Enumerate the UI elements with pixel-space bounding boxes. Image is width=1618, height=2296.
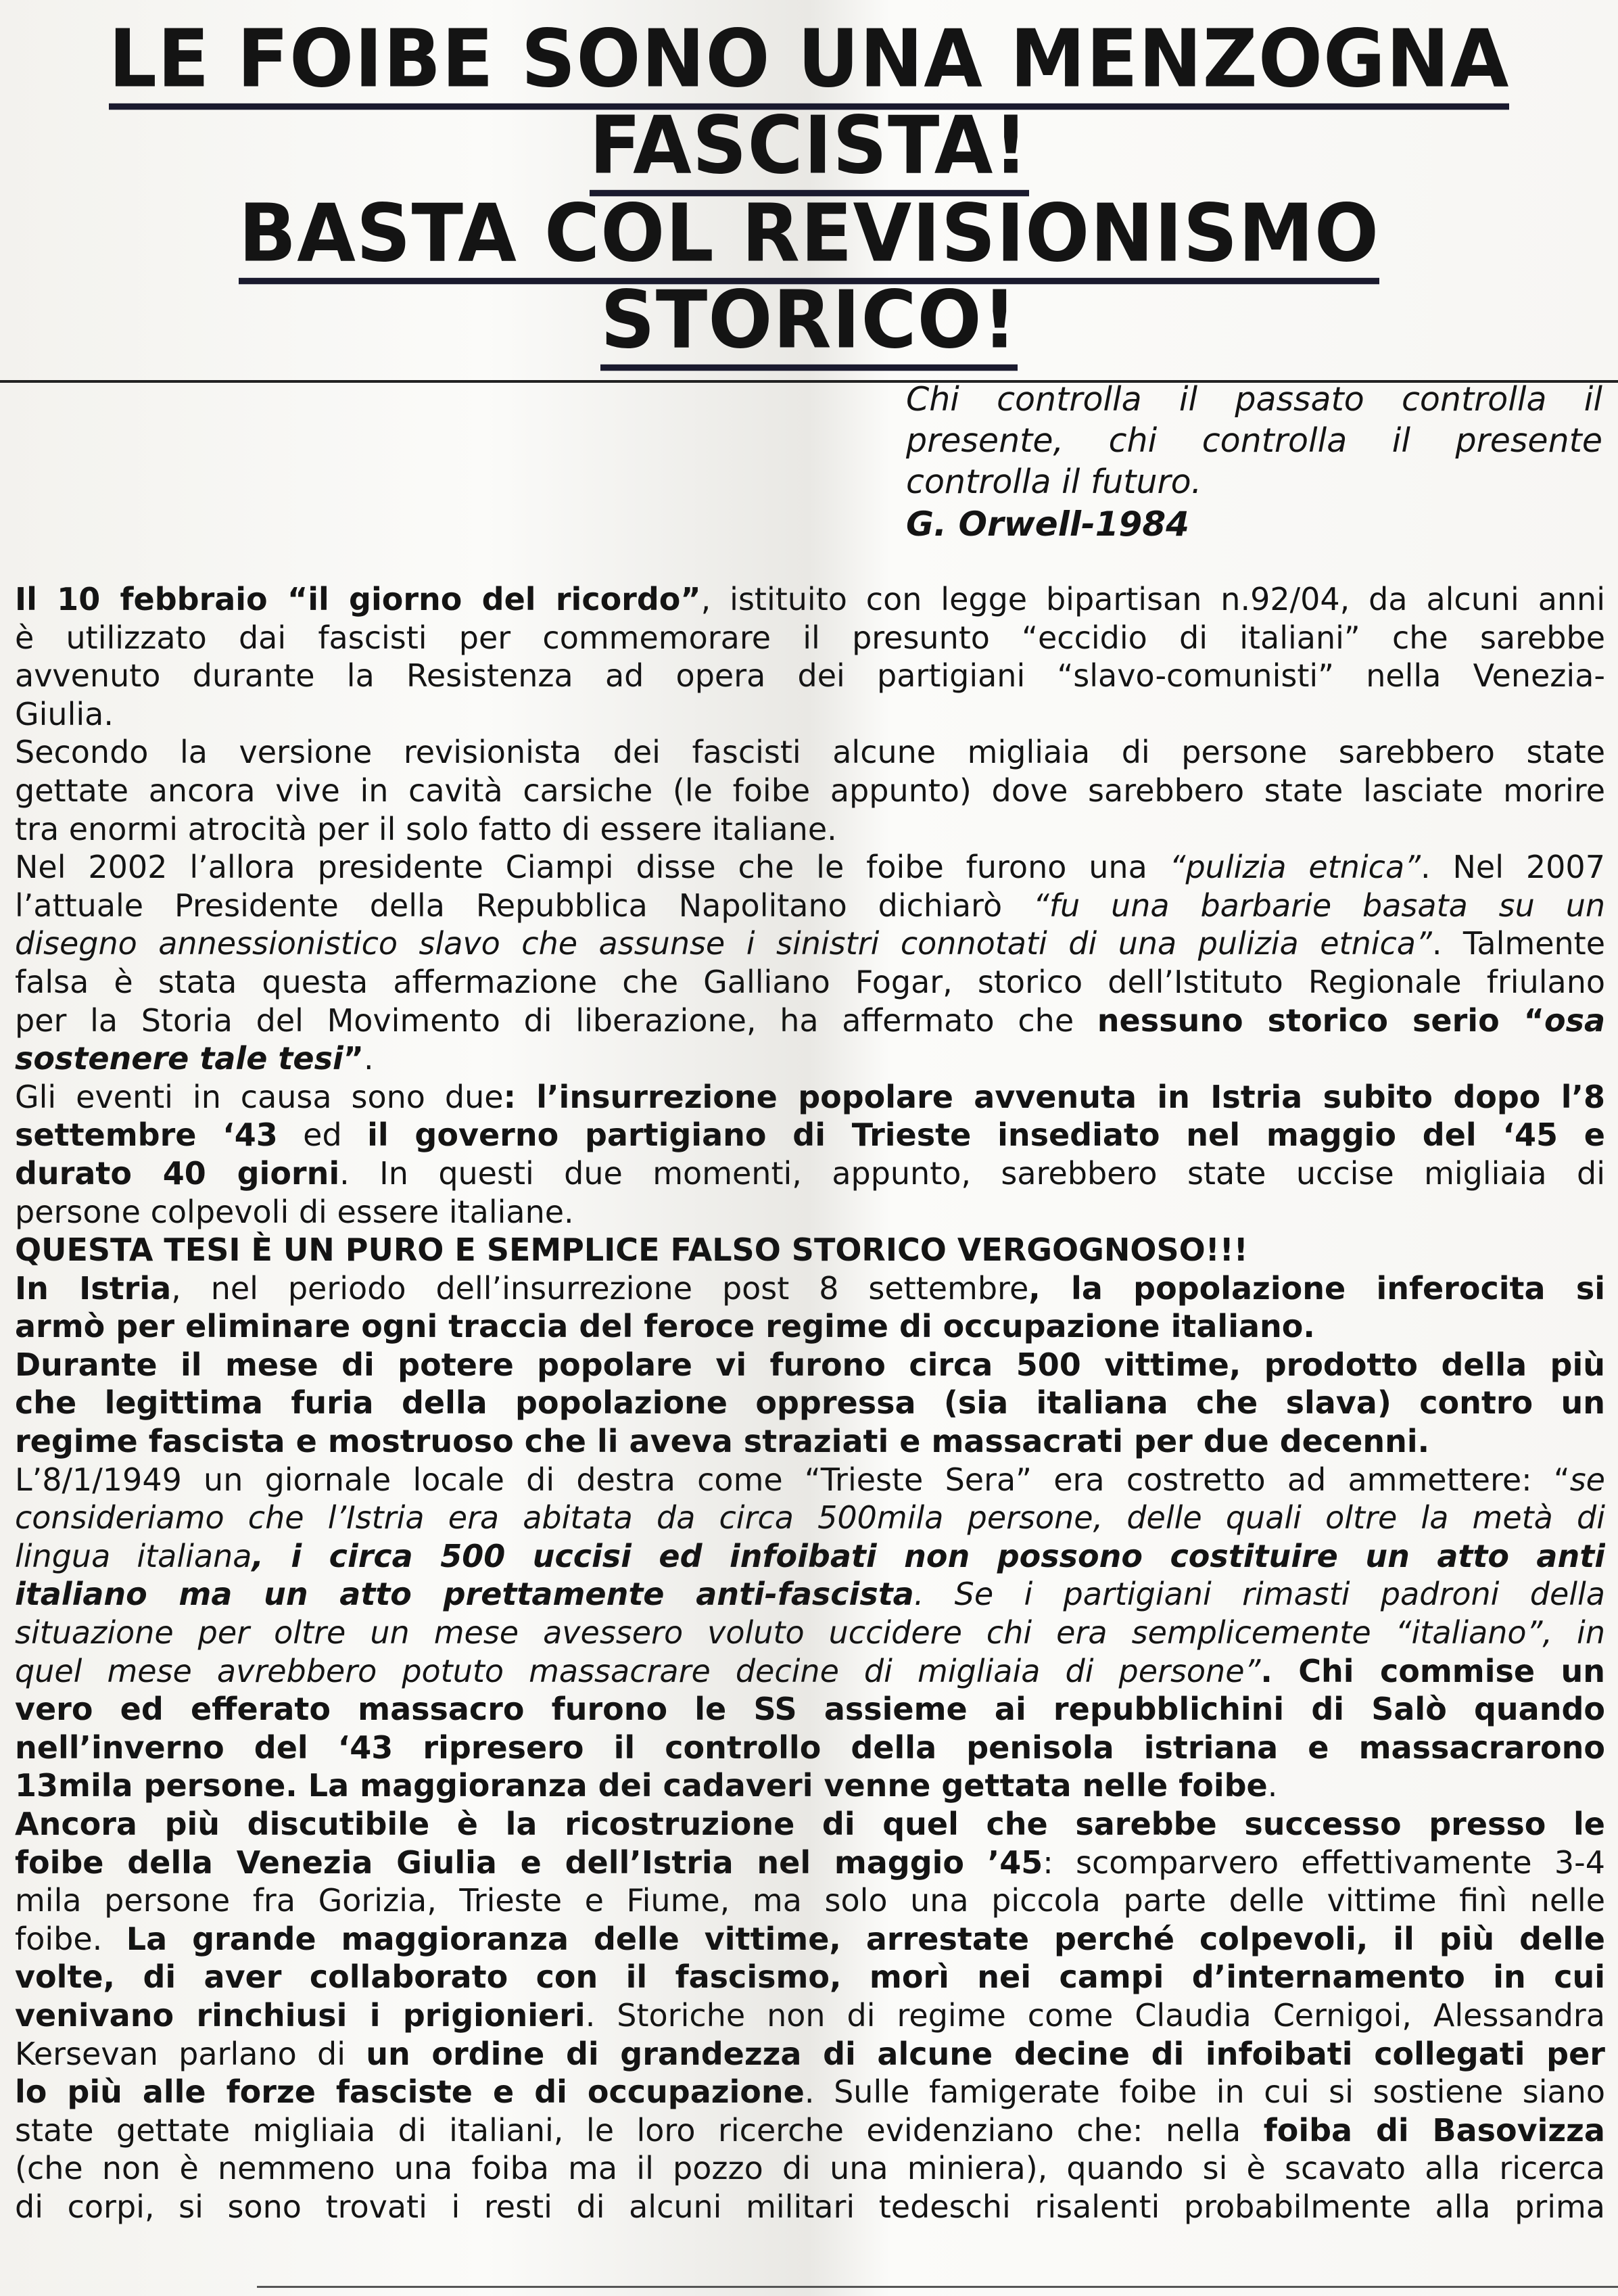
emphasis-run: ”	[343, 1040, 364, 1077]
emphasis-run: sostenere tale tesi	[15, 1040, 343, 1077]
emphasis-run: . Se i partigiani rimasti padroni della	[913, 1576, 1605, 1613]
body-line	[15, 1614, 1605, 1652]
text-run: .	[1267, 1767, 1278, 1804]
headline-text: BASTA COL REVISIONISMO	[239, 191, 1379, 285]
body-line	[15, 1231, 1605, 1269]
emphasis-run: quel mese avrebbero potuto massacrare decine di migliaia di persone”	[15, 1652, 1261, 1689]
body-line	[15, 1461, 1605, 1499]
body-line	[15, 657, 1605, 695]
body-line	[15, 1346, 1605, 1384]
body-line	[15, 2073, 1605, 2111]
body-line	[15, 1844, 1605, 1882]
text-run: Secondo la versione revisionista dei fascisti alcune migliaia di persone sarebbero state	[15, 734, 1605, 771]
emphasis-run: venivano rinchiusi i prigionieri	[15, 1996, 586, 2034]
text-run: mila persone fra Gorizia, Trieste e Fiume, ma solo una piccola parte delle vittime finì nelle	[15, 1882, 1605, 1919]
emphasis-run: , i circa 500 uccisi ed infoibati non possono costituire un atto anti	[252, 1537, 1605, 1574]
emphasis-run: un ordine di grandezza di alcune decine di infoibati collegati per	[366, 2035, 1605, 2072]
text-run: ed	[277, 1117, 368, 1154]
text-run: Kersevan parlano di	[15, 2035, 366, 2072]
emphasis-run: lingua italiana	[15, 1537, 252, 1574]
body-line	[15, 2188, 1605, 2226]
body-line	[15, 1958, 1605, 1996]
body-line	[15, 2111, 1605, 2150]
body-line	[15, 1575, 1605, 1614]
text-run: (che non è nemmeno una foiba ma il pozzo di una miniera), quando si è scavato alla ricerca	[15, 2150, 1605, 2187]
body-line	[15, 1039, 1605, 1078]
epigraph-quote	[906, 379, 1602, 545]
headline-text: LE FOIBE SONO UNA MENZOGNA	[109, 17, 1510, 110]
emphasis-run: QUESTA TESI È UN PURO E SEMPLICE FALSO STORICO VERGOGNOSO!!!	[15, 1232, 1248, 1269]
emphasis-run: volte, di aver collaborato con il fascismo, morì nei campi d’internamento in cui	[15, 1959, 1605, 1996]
emphasis-run: foibe della Venezia Giulia e dell’Istria nel maggio ’45	[15, 1844, 1043, 1881]
body-line	[15, 1729, 1605, 1767]
body-line	[15, 1766, 1605, 1805]
quote-author: G. Orwell-1984	[906, 505, 1189, 544]
body-line	[15, 963, 1605, 1002]
quote-line: Chi controlla il passato controlla il	[906, 380, 1602, 419]
body-line	[15, 1881, 1605, 1920]
text-run: Giulia.	[15, 695, 114, 732]
body-line	[15, 1384, 1605, 1422]
text-run: avvenuto durante la Resistenza ad opera dei partigiani “slavo-comunisti” nella Venezia-	[15, 657, 1605, 695]
text-run: . Talmente	[1431, 925, 1605, 962]
emphasis-run: disegno annessionistico slavo che assunse i sinistri connotati di una pulizia etnica”	[15, 925, 1432, 962]
emphasis-run: durato 40 giorni	[15, 1154, 340, 1192]
text-run: state gettate migliaia di italiani, le loro ricerche evidenziano che: nella	[15, 2111, 1264, 2149]
emphasis-run: osa	[1544, 1002, 1605, 1039]
text-run: di corpi, si sono trovati i resti di alcuni militari tedeschi risalenti probabilmente alla prima	[15, 2188, 1605, 2225]
emphasis-run: “fu una barbarie basata su un	[1033, 887, 1605, 924]
body-line	[15, 810, 1605, 849]
body-line	[15, 1920, 1605, 1959]
headline-line-2	[0, 99, 1618, 197]
text-run: : scomparvero effettivamente 3-4	[1043, 1844, 1605, 1881]
body-line	[15, 1652, 1605, 1691]
emphasis-run: “pulizia etnica”	[1169, 849, 1421, 886]
body-line	[15, 1078, 1605, 1117]
body-line	[15, 924, 1605, 963]
quote-line: controlla il futuro.	[906, 463, 1202, 501]
text-run: foibe.	[15, 1920, 126, 1957]
emphasis-run: il governo partigiano di Trieste insediato nel maggio del ‘45 e	[367, 1117, 1605, 1154]
body-line	[15, 1690, 1605, 1729]
article-body	[15, 580, 1605, 2226]
emphasis-run: 13mila persone. La maggioranza dei cadaveri venne gettata nelle foibe	[15, 1767, 1268, 1804]
headline-line-1	[0, 13, 1618, 110]
text-run: l’attuale Presidente della Repubblica Napolitano dichiarò	[15, 887, 1033, 924]
text-run: gettate ancora vive in cavità carsiche (le foibe appunto) dove sarebbero state lasciate morire	[15, 772, 1605, 809]
text-run: , nel periodo dell’insurrezione post 8 settembre	[171, 1269, 1029, 1307]
body-line	[15, 772, 1605, 810]
emphasis-run: foiba di Basovizza	[1263, 2111, 1605, 2149]
body-line	[15, 1193, 1605, 1232]
emphasis-run: In Istria	[15, 1269, 172, 1307]
text-run: è utilizzato dai fascisti per commemorare il presunto “eccidio di italiani” che sarebbe	[15, 619, 1605, 656]
body-line	[15, 580, 1605, 619]
body-line	[15, 1537, 1605, 1576]
emphasis-run: vero ed efferato massacro furono le SS assieme ai repubblichini di Salò quando	[15, 1691, 1605, 1728]
text-run: . In questi due momenti, appunto, sarebbero state uccise migliaia di	[339, 1154, 1605, 1192]
emphasis-run: regime fascista e mostruoso che li aveva straziati e massacrati per due decenni.	[15, 1423, 1430, 1460]
emphasis-run: Ancora più discutibile è la ricostruzione di quel che sarebbe successo presso le	[15, 1806, 1605, 1842]
text-run: per la Storia del Movimento di liberazione, ha affermato che	[15, 1002, 1097, 1039]
text-run: L’8/1/1949 un giornale locale di destra come “Trieste Sera” era costretto ad ammettere: “	[15, 1461, 1570, 1498]
emphasis-run: nessuno storico serio “	[1097, 1002, 1544, 1039]
body-line	[15, 1805, 1605, 1844]
body-line	[15, 1996, 1605, 2035]
text-run: . Nel 2007	[1421, 849, 1605, 886]
body-line	[15, 2035, 1605, 2074]
body-line	[15, 695, 1605, 734]
emphasis-run: che legittima furia della popolazione oppressa (sia italiana che slava) contro un	[15, 1384, 1605, 1422]
emphasis-run: situazione per oltre un mese avessero voluto uccidere chi era semplicemente “italiano”, in	[15, 1614, 1605, 1651]
body-line	[15, 2149, 1605, 2188]
emphasis-run: settembre ‘43	[15, 1117, 278, 1154]
text-run: Gli eventi in causa sono due	[15, 1078, 504, 1115]
emphasis-run: italiano ma un atto prettamente anti-fascista	[15, 1576, 914, 1613]
text-run: . Storiche non di regime come Claudia Cernigoi, Alessandra	[585, 1996, 1605, 2034]
emphasis-run: : l’insurrezione popolare avvenuta in Istria subito dopo l’8	[503, 1078, 1605, 1115]
body-line	[15, 1002, 1605, 1040]
emphasis-run: Il 10 febbraio “il giorno del ricordo”	[15, 581, 701, 617]
text-run: . Sulle famigerate foibe in cui si sostiene siano	[804, 2074, 1605, 2111]
body-line	[15, 1116, 1605, 1154]
headline-line-4	[0, 274, 1618, 371]
emphasis-run: se	[1569, 1461, 1605, 1498]
body-line	[15, 887, 1605, 925]
emphasis-run: lo più alle forze fasciste e di occupazione	[15, 2074, 805, 2111]
text-run: tra enormi atrocità per il solo fatto di essere italiane.	[15, 810, 837, 847]
body-line	[15, 1154, 1605, 1193]
headline-text: STORICO!	[600, 278, 1018, 371]
emphasis-run: nell’inverno del ‘43 ripresero il controllo della penisola istriana e massacrarono	[15, 1729, 1605, 1766]
headline-line-3	[0, 187, 1618, 285]
body-line	[15, 733, 1605, 772]
emphasis-run: La grande maggioranza delle vittime, arrestate perché colpevoli, il più delle	[126, 1920, 1605, 1957]
text-run: , istituito con legge bipartisan n.92/04, da alcuni anni	[700, 581, 1605, 617]
body-line	[15, 619, 1605, 657]
emphasis-run: consideriamo che l’Istria era abitata da circa 500mila persone, delle quali oltre la metà di	[15, 1499, 1605, 1537]
emphasis-run: . Chi commise un	[1260, 1652, 1605, 1689]
text-run: .	[363, 1040, 374, 1077]
emphasis-run: armò per eliminare ogni traccia del feroce regime di occupazione italiano.	[15, 1308, 1315, 1345]
body-line	[15, 1269, 1605, 1308]
body-line	[15, 1499, 1605, 1537]
body-line	[15, 1422, 1605, 1461]
body-line	[15, 1307, 1605, 1346]
paper-edge	[257, 2286, 1618, 2288]
quote-line: presente, chi controlla il presente	[906, 421, 1602, 460]
text-run: falsa è stata questa affermazione che Galliano Fogar, storico dell’Istituto Regionale friulano	[15, 963, 1605, 1000]
body-line	[15, 848, 1605, 887]
headline-text: FASCISTA!	[590, 103, 1029, 197]
text-run: Nel 2002 l’allora presidente Ciampi disse che le foibe furono una	[15, 849, 1170, 886]
emphasis-run: , la popolazione inferocita si	[1028, 1269, 1605, 1307]
text-run: persone colpevoli di essere italiane.	[15, 1193, 574, 1230]
emphasis-run: Durante il mese di potere popolare vi furono circa 500 vittime, prodotto della più	[15, 1346, 1605, 1383]
